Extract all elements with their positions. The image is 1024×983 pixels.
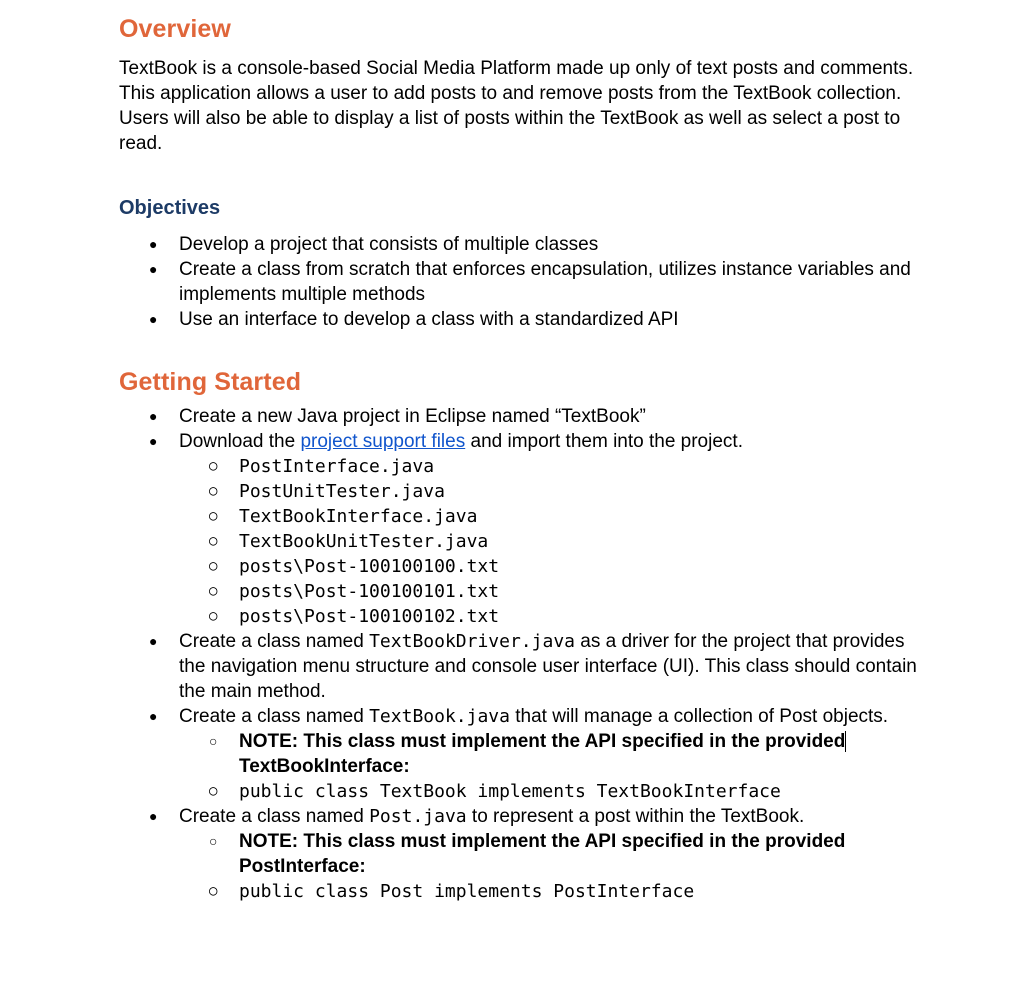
post-note: ○ NOTE: This class must implement the API specified in the provided PostInterface:: [179, 829, 919, 879]
file-item: ○ posts\Post-100100101.txt: [179, 579, 919, 604]
file-item: ○ TextBookInterface.java: [179, 504, 919, 529]
file-item: ○ PostUnitTester.java: [179, 479, 919, 504]
list-item: [119, 704, 919, 804]
getting-started-heading: Getting Started: [119, 368, 302, 396]
file-item: ○ posts\Post-100100102.txt: [179, 604, 919, 629]
textbook-note-text: NOTE: This class must implement the API specified in the provided: [239, 731, 846, 752]
file-item: ○ TextBookUnitTester.java: [179, 529, 919, 554]
list-item: [119, 429, 919, 629]
textbook-class-code: TextBook.java: [369, 706, 510, 727]
download-text-pre: Download the: [179, 431, 301, 452]
list-item: [119, 804, 919, 904]
document-body: [119, 12, 919, 904]
objectives-heading: Objectives: [119, 197, 221, 219]
textbook-text-post: that will manage a collection of Post objects.: [509, 706, 889, 727]
project-support-files-link[interactable]: project support files: [300, 431, 466, 452]
getting-started-list: [119, 404, 919, 904]
text-cursor: [845, 731, 846, 752]
post-class-code: Post.java: [369, 806, 467, 827]
post-sublist: [179, 829, 919, 904]
list-item: ● Develop a project that consists of multiple classes: [119, 232, 919, 257]
file-item: ○ posts\Post-100100100.txt: [179, 554, 919, 579]
overview-paragraph: TextBook is a console-based Social Media Platform made up only of text posts and comments. This application allows a user to add posts to and remove posts from the TextBook collection. Users will also be able to display a list of posts within the TextBook as well as select a post to read.: [119, 58, 914, 154]
textbook-code-line: ○ public class TextBook implements TextBookInterface: [179, 779, 919, 804]
textbook-text-pre: Create a class named: [179, 706, 370, 727]
post-text-post: to represent a post within the TextBook.: [466, 806, 805, 827]
list-item: ● Use an interface to develop a class with a standardized API: [119, 307, 919, 332]
list-item: ● Create a class from scratch that enforces encapsulation, utilizes instance variables and implements multiple methods: [119, 257, 919, 307]
overview-heading: Overview: [119, 15, 231, 43]
post-code-line: ○ public class Post implements PostInterface: [179, 879, 919, 904]
post-text-pre: Create a class named: [179, 806, 370, 827]
support-files-list: [179, 454, 919, 629]
driver-class-code: TextBookDriver.java: [369, 631, 575, 652]
objectives-list: [119, 232, 919, 332]
textbook-note: [179, 729, 919, 779]
list-item: ● Create a new Java project in Eclipse named “TextBook”: [119, 404, 919, 429]
download-text-post: and import them into the project.: [465, 431, 743, 452]
textbook-note-interface: TextBookInterface:: [239, 756, 410, 777]
file-item: ○ PostInterface.java: [179, 454, 919, 479]
list-item: [119, 629, 919, 704]
textbook-sublist: [179, 729, 919, 804]
driver-text-pre: Create a class named: [179, 631, 370, 652]
driver-text-post: as a driver for the project that provides the navigation menu structure and console user interface (UI). This class should contain the main method.: [179, 631, 917, 702]
